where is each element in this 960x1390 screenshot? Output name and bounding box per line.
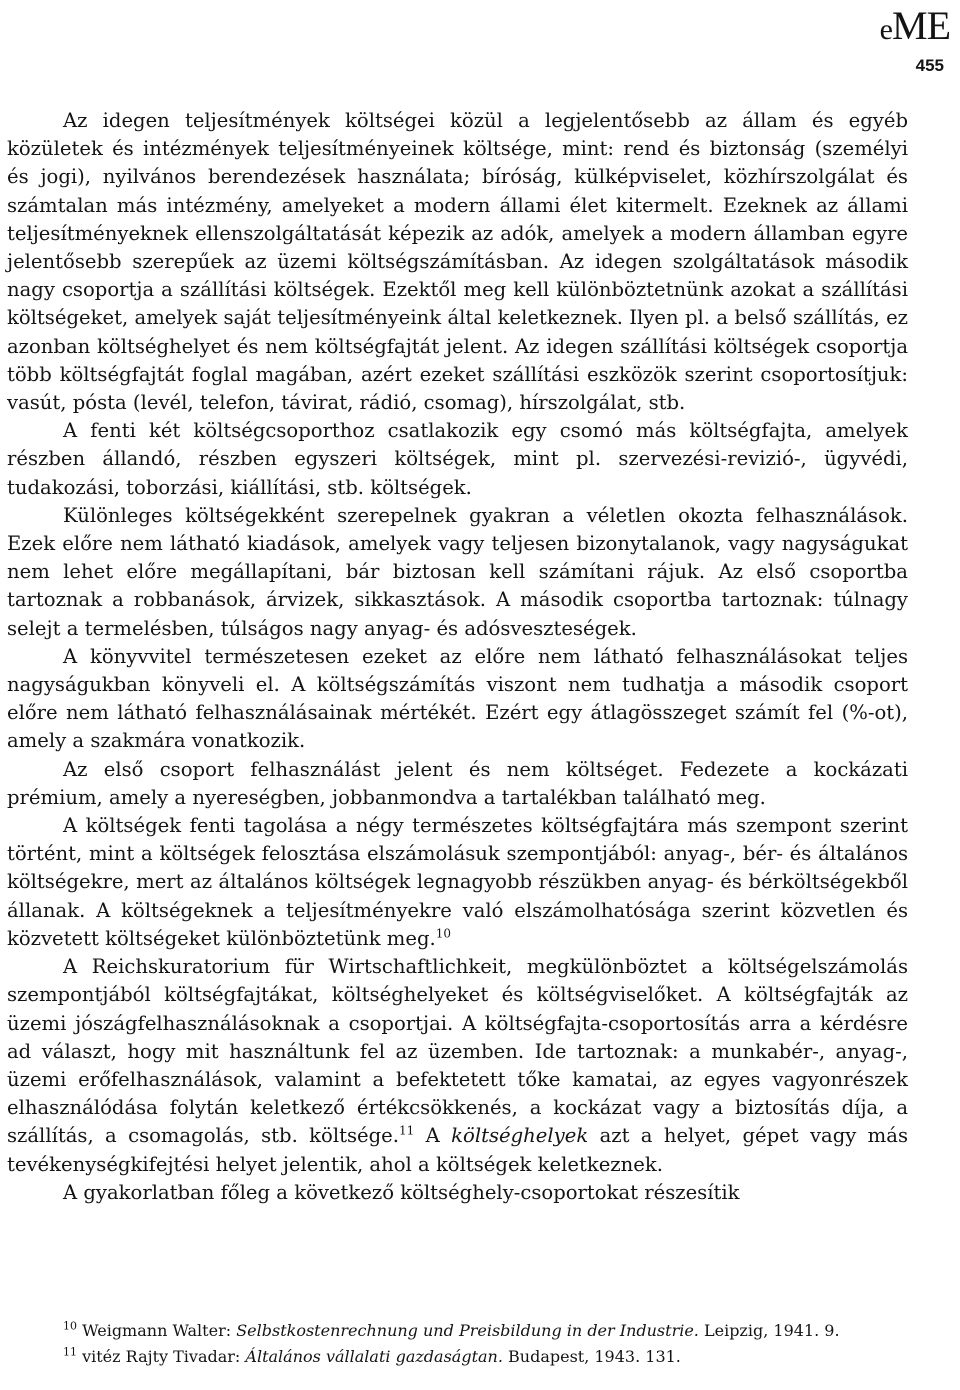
paragraph-text: azt a helyet, gépet vagy más tevékenységkifejtési helyet jelentik, ahol a költségek keletkeznek. (7, 1124, 909, 1176)
footnote (7, 1318, 908, 1344)
footnote-title: Selbstkostenrechnung und Preisbildung in der Industrie. (236, 1321, 699, 1340)
footnote-author: vitéz Rajty Tivadar: (77, 1347, 246, 1366)
footnote (7, 1344, 908, 1370)
paragraph-text: A költségek fenti tagolása a négy természetes költségfajtára más szempont szerint történt, mint a költségek felosztása elszámolásuk szempontjából: anyag-, bér- és általános költségekre, mert az általános költségek legnagyobb részükben anyag- és bérköltségekből állanak. A költségeknek a teljesítményekre való elszámolhatósága szerint közvetlen és közvetett költségeket különböztetünk meg. (7, 814, 908, 950)
paragraph: Az első csoport felhasználást jelent és nem költséget. Fedezete a kockázati prémium, amely a nyereségben, jobbanmondva a tartalékban található meg. (7, 757, 908, 809)
main-text (7, 107, 908, 1207)
footnotes (7, 1318, 908, 1370)
footnote-ref: 11 (399, 1123, 415, 1138)
publisher-logo: eME (879, 3, 950, 48)
footnote-number: 10 (63, 1319, 77, 1333)
paragraph: Különleges költségekként szerepelnek gyakran a véletlen okozta felhasználások. Ezek előre nem látható kiadások, amelyek vagy teljesen bizonytalanok, vagy nagyságukat nem lehet előre megállapítani, bár biztosan kell számítani rájuk. Az első csoportba tartoznak a robbanások, árvizek, sikkasztások. A második csoportba tartoznak: túlnagy selejt a termelésben, túlságos nagy anyag- és adósveszteségek. (7, 503, 908, 640)
paragraph: A fenti két költségcsoporthoz csatlakozik egy csomó más költségfajta, amelyek részben állandó, részben egyszeri költségek, mint pl. szervezési-revizió-, ügyvédi, tudakozási, toborzási, kiállítási, stb. költségek. (7, 419, 908, 499)
footnote-ref: 10 (435, 926, 452, 941)
footnote-author: Weigmann Walter: (77, 1321, 237, 1340)
footnote-number: 11 (63, 1345, 77, 1359)
page-number: 455 (915, 56, 944, 75)
paragraph-text: A (414, 1124, 452, 1148)
paragraph: A könyvvitel természetesen ezeket az előre nem látható felhasználásokat teljes nagyságukban könyveli el. A költségszámítás viszont nem tudhatja a második csoport előre nem látható felhasználásainak mértékét. Ezért egy átlagösszeget számít fel (%-ot), amely a szakmára vonatkozik. (7, 644, 908, 753)
paragraph (7, 953, 908, 1179)
page-header (879, 3, 950, 76)
paragraph: A gyakorlatban főleg a következő költséghely-csoportokat részesítik (63, 1180, 740, 1204)
footnote-publication: Budapest, 1943. 131. (502, 1347, 681, 1366)
paragraph (7, 812, 908, 953)
footnote-publication: Leipzig, 1941. 9. (698, 1321, 840, 1340)
paragraph-text: A Reichskuratorium für Wirtschaftlichkeit, megkülönböztet a költségelszámolás szempontjából költségfajtákat, költséghelyeket és költségviselőket. A költségfajták az üzemi jószágfelhasználásoknak a csoportjai. A költségfajta-csoportosítás arra a kérdésre ad választ, hogy mit használtunk fel az üzemben. Ide tartoznak: a munkabér-, anyag-, üzemi erőfelhasználások, valamint a befektetett tőke kamatai, az egyes vagyonrészek elhasználódása folytán keletkező értékcsökkenés, a kockázat vagy a biztosítás díja, a szállítás, a csomagolás, stb. költsége. (7, 955, 908, 1148)
emphasis-term: költséghelyek (451, 1124, 589, 1148)
footnote-title: Általános vállalati gazdaságtan. (245, 1347, 503, 1366)
paragraph: Az idegen teljesítmények költségei közül a legjelentősebb az állam és egyéb közületek és intézmények teljesítményeinek költsége, mint: rend és biztonság (személyi és jogi), nyilvános berendezések használata; bíróság, külképviselet, közhírszolgálat és számtalan más intézmény, amelyeket a modern állami élet kitermelt. Ezeknek az állami teljesítményeknek ellenszolgáltatását képezik az adók, amelyek a modern államban egyre jelentősebb szerepűek az üzemi költségszámításban. Az idegen szolgáltatások második nagy csoportja a szállítási költségek. Ezektől meg kell különböztetnünk azokat a szállítási költségeket, amelyek saját teljesítményeink által keletkeznek. Ilyen pl. a belső szállítás, ez azonban költséghelyet és nem költségfajtát jelent. Az idegen szállítási költségek csoportja több költségfajtát foglal magában, azért ezeket szállítási eszközök szerint csoportosítjuk: vasút, pósta (levél, telefon, távirat, rádió, csomag), hírszolgálat, stb. (7, 109, 908, 415)
